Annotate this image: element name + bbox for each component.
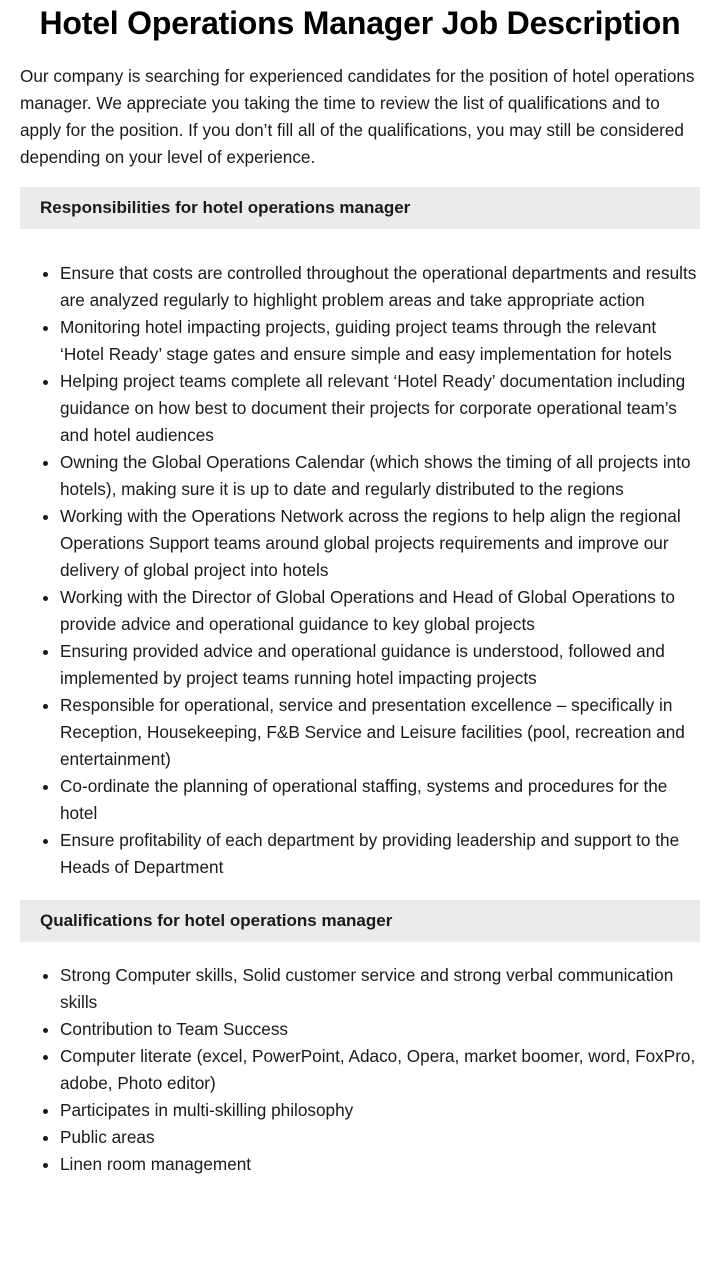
- qualifications-heading: Qualifications for hotel operations manager: [40, 911, 393, 930]
- list-item: Co-ordinate the planning of operational staffing, systems and procedures for the hotel: [60, 773, 700, 827]
- list-item: Helping project teams complete all relevant ‘Hotel Ready’ documentation including guidance on how best to document their projects for corporate operational team’s and hotel audiences: [60, 368, 700, 449]
- list-item: Working with the Director of Global Operations and Head of Global Operations to provide advice and operational guidance to key global projects: [60, 584, 700, 638]
- list-item: Public areas: [60, 1124, 700, 1151]
- intro-paragraph: Our company is searching for experienced candidates for the position of hotel operations manager. We appreciate you taking the time to review the list of qualifications and to apply for the position. If you don’t fill all of the qualifications, you may still be considered depending on your level of experience.: [20, 66, 695, 167]
- responsibilities-list: [20, 260, 700, 881]
- list-item: Ensure that costs are controlled throughout the operational departments and results are analyzed regularly to highlight problem areas and take appropriate action: [60, 260, 700, 314]
- list-item: Responsible for operational, service and presentation excellence – specifically in Reception, Housekeeping, F&B Service and Leisure facilities (pool, recreation and entertainment): [60, 692, 700, 773]
- qualifications-section-header: [20, 900, 700, 942]
- list-item: Linen room management: [60, 1151, 700, 1178]
- list-item: Strong Computer skills, Solid customer service and strong verbal communication skills: [60, 962, 700, 1016]
- list-item: Contribution to Team Success: [60, 1016, 700, 1043]
- qualifications-list: [20, 962, 700, 1178]
- list-item: Monitoring hotel impacting projects, guiding project teams through the relevant ‘Hotel Ready’ stage gates and ensure simple and easy implementation for hotels: [60, 314, 700, 368]
- list-item: Working with the Operations Network across the regions to help align the regional Operations Support teams around global projects requirements and improve our delivery of global project into hotels: [60, 503, 700, 584]
- responsibilities-heading: Responsibilities for hotel operations manager: [40, 198, 411, 217]
- list-item: Ensuring provided advice and operational guidance is understood, followed and implemented by project teams running hotel impacting projects: [60, 638, 700, 692]
- list-item: Computer literate (excel, PowerPoint, Adaco, Opera, market boomer, word, FoxPro, adobe, Photo editor): [60, 1043, 700, 1097]
- responsibilities-section-header: [20, 187, 700, 229]
- list-item: Participates in multi-skilling philosophy: [60, 1097, 700, 1124]
- list-item: Owning the Global Operations Calendar (which shows the timing of all projects into hotels), making sure it is up to date and regularly distributed to the regions: [60, 449, 700, 503]
- page-title: Hotel Operations Manager Job Description: [39, 5, 681, 41]
- list-item: Ensure profitability of each department by providing leadership and support to the Heads of Department: [60, 827, 700, 881]
